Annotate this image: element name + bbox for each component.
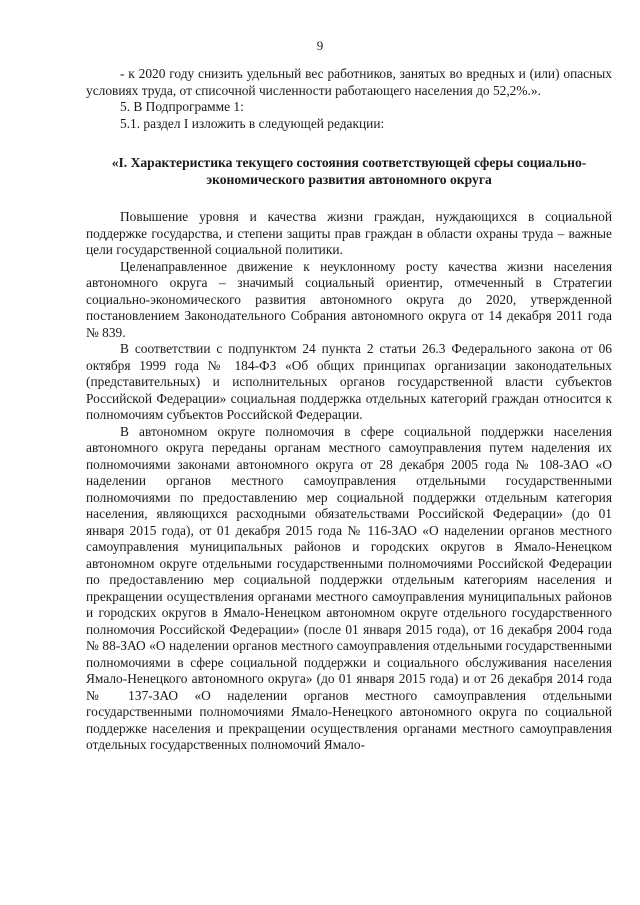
section-heading: «I. Характеристика текущего состояния соответствующей сферы социально-экономического развития автономного округа: [111, 155, 587, 187]
page-number: 9: [316, 38, 324, 53]
paragraph-item-5: 5. В Подпрограмме 1:: [120, 99, 244, 114]
paragraph-goals: Повышение уровня и качества жизни граждан, нуждающихся в социальной поддержке государства, и степени защиты прав граждан в области охраны труда – важные цели государственной социальной политики.: [86, 209, 612, 257]
document-body: [86, 66, 612, 754]
paragraph-item-5-1: 5.1. раздел I изложить в следующей редакции:: [120, 115, 385, 131]
paragraph-local-authorities: В автономном округе полномочия в сфере социальной поддержки населения автономного округа переданы органам местного самоуправления путем наделения их полномочиями законами автономного округа от 28 декабря 2005 года № 108-ЗАО «О наделении органов местного самоуправления отдельными государственными полномочиями по предоставлению мер социальной поддержки отдельным категория населения, являющихся расходными обязательствами Российской Федерации» (до 01 января 2015 года), от 01 декабря 2015 года № 116-ЗАО «О наделении органов местного самоуправления муниципальных районов и городских округов в Ямало-Ненецком автономном округе отдельными государственными полномочиями Российской Федерации по предоставлению мер социальной поддержки отдельным категориям населения и прекращении осуществления органами местного самоуправления муниципальных районов и городских округов в Ямало-Ненецком автономном округе отдельного государственного полномочия Российской Федерации» (после 01 января 2015 года), от 16 декабря 2004 года № 88-ЗАО «О наделении органов местного самоуправления отдельными государственными полномочиями в сфере социальной поддержки и социального обслуживания населения Ямало-Ненецкого автономного округа» (до 01 января 2015 года) и от 26 декабря 2014 года № 137-ЗАО «О наделении органов местного самоуправления отдельными государственными полномочиями Ямало-Ненецкого автономного округа по социальной поддержке населения и прекращении осуществления органами местного самоуправления отдельных государственных полномочий Ямало-: [86, 423, 612, 752]
paragraph-strategy: Целенаправленное движение к неуклонному росту качества жизни населения автономного округа – значимый социальный ориентир, отмеченный в Стратегии социально-экономического развития автономного округа до 2020, утвержденной постановлением Законодательного Собрания автономного округа от 14 декабря 2011 года № 839.: [86, 258, 612, 340]
paragraph-federal-law: В соответствии с подпунктом 24 пункта 2 статьи 26.3 Федерального закона от 06 октября 1999 года № 184-ФЗ «Об общих принципах организации законодательных (представительных) и исполнительных органов государственной власти субъектов Российской Федерации» социальная поддержка отдельных категорий граждан относится к полномочиям субъектов Российской Федерации.: [86, 341, 612, 422]
paragraph-2020-target: - к 2020 году снизить удельный вес работников, занятых во вредных и (или) опасных условиях труда, от списочной численности работающего населения до 52,2%.».: [86, 66, 612, 98]
